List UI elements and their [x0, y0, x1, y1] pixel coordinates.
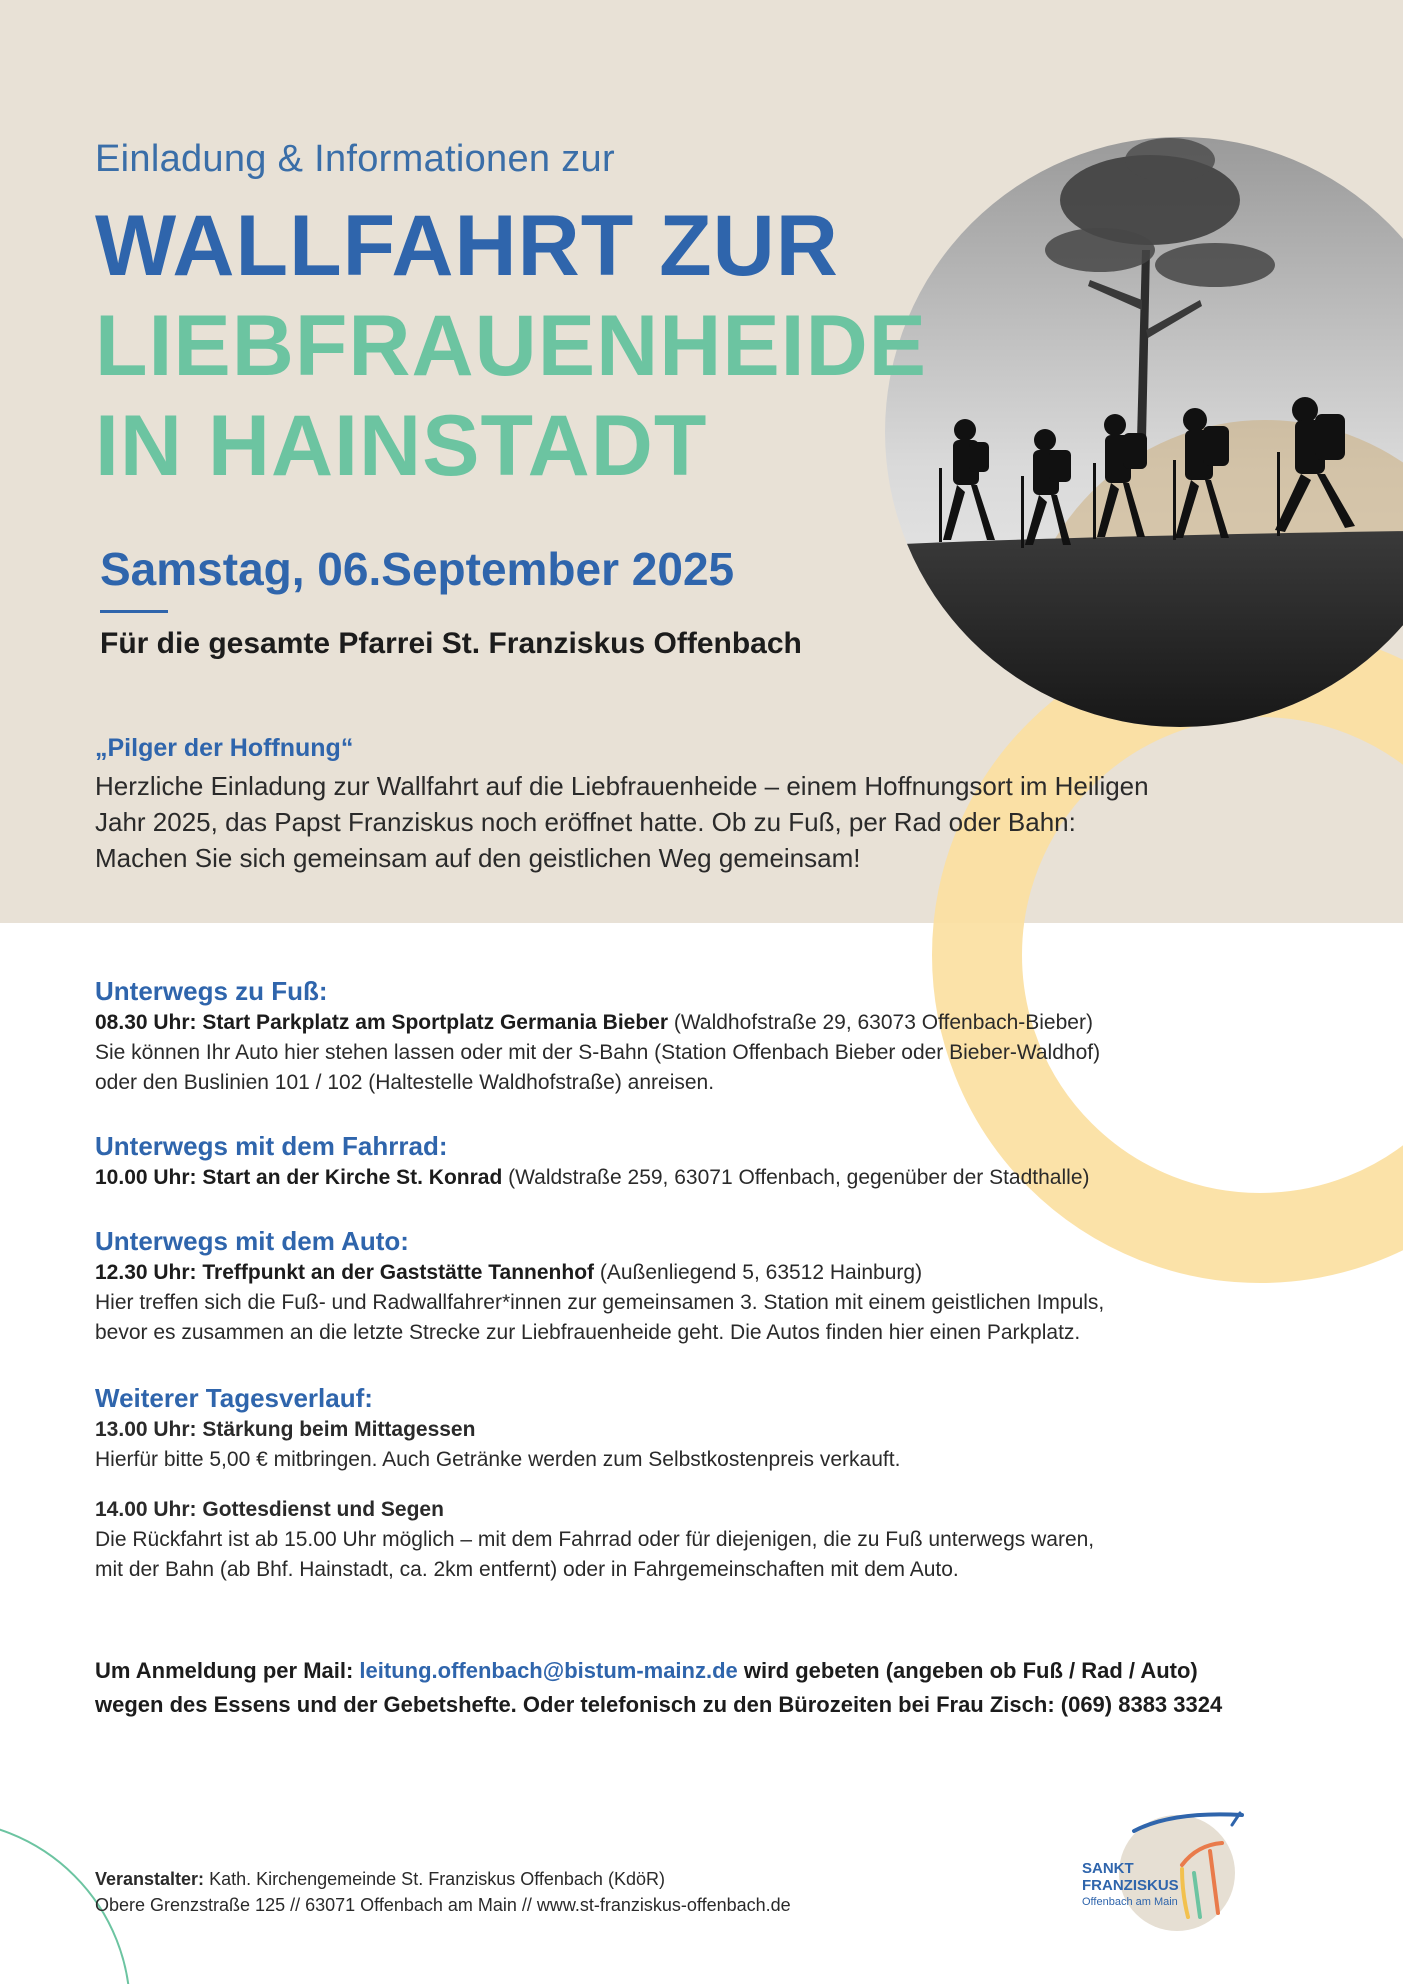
section-text: mit der Bahn (ab Bhf. Hainstadt, ca. 2km entfernt) oder in Fahrgemeinschaften mit dem Auto. [95, 1558, 959, 1581]
intro-paragraph [95, 768, 1295, 876]
schedule-time: 08.30 Uhr: Start Parkplatz am Sportplatz Germania Bieber [95, 1011, 669, 1034]
section-text: Die Rückfahrt ist ab 15.00 Uhr möglich – mit dem Fahrrad oder für diejenigen, die zu Fuß unterwegs waren, [95, 1528, 1095, 1551]
event-date: Samstag, 06.September 2025 [100, 543, 735, 595]
sankt-franziskus-logo [1082, 1805, 1257, 1935]
title-line-3: IN HAINSTADT [95, 398, 708, 494]
section-text: Sie können Ihr Auto hier stehen lassen oder mit der S-Bahn (Station Offenbach Bieber oder Bieber-Waldhof) [95, 1041, 1101, 1064]
intro-line: Herzliche Einladung zur Wallfahrt auf die Liebfrauenheide – einem Hoffnungsort im Heiligen [95, 771, 1149, 801]
footer [95, 1866, 791, 1918]
schedule-address: (Außenliegend 5, 63512 Hainburg) [594, 1261, 923, 1284]
section-heading: Weiterer Tagesverlauf: [95, 1383, 373, 1413]
title-line-2: LIEBFRAUENHEIDE [95, 298, 928, 394]
registration-line-2: wegen des Essens und der Gebetshefte. Oder telefonisch zu den Bürozeiten bei Frau Zisch: (069) 8383 3324 [95, 1692, 1223, 1717]
section-text: bevor es zusammen an die letzte Strecke zur Liebfrauenheide geht. Die Autos finden hier einen Parkplatz. [95, 1321, 1081, 1344]
audience-line: Für die gesamte Pfarrei St. Franziskus Offenbach [100, 627, 802, 660]
schedule-address: (Waldhofstraße 29, 63073 Offenbach-Bieber) [668, 1011, 1093, 1034]
registration-prefix: Um Anmeldung per Mail: [95, 1658, 360, 1683]
footer-address: Obere Grenzstraße 125 // 63071 Offenbach am Main // www.st-franziskus-offenbach.de [95, 1895, 791, 1915]
registration-email-link[interactable]: leitung.offenbach@bistum-mainz.de [359, 1658, 738, 1683]
logo-text-line: FRANZISKUS [1082, 1877, 1179, 1894]
section-heading: Unterwegs zu Fuß: [95, 976, 328, 1006]
section-bike [95, 1129, 1325, 1193]
section-heading: Unterwegs mit dem Fahrrad: [95, 1131, 448, 1161]
section-text: oder den Buslinien 101 / 102 (Haltestelle Waldhofstraße) anreisen. [95, 1071, 715, 1094]
schedule-time: 12.30 Uhr: Treffpunkt an der Gaststätte Tannenhof [95, 1261, 595, 1284]
motto-heading: „Pilger der Hoffnung“ [95, 734, 354, 762]
section-text: Hier treffen sich die Fuß- und Radwallfahrer*innen zur gemeinsamen 3. Station mit einem geistlichen Impuls, [95, 1291, 1105, 1314]
registration-note [95, 1654, 1335, 1722]
section-text: Hierfür bitte 5,00 € mitbringen. Auch Getränke werden zum Selbstkostenpreis verkauft. [95, 1448, 901, 1471]
footer-org: Kath. Kirchengemeinde St. Franziskus Offenbach (KdöR) [204, 1869, 665, 1889]
title-line-1: WALLFAHRT ZUR [95, 198, 839, 294]
section-heading: Unterwegs mit dem Auto: [95, 1226, 409, 1256]
logo-text-subline: Offenbach am Main [1082, 1896, 1178, 1908]
date-divider [100, 610, 168, 613]
intro-line: Jahr 2025, das Papst Franziskus noch eröffnet hatte. Ob zu Fuß, per Rad oder Bahn: [95, 807, 1076, 837]
section-car [95, 1224, 1325, 1348]
schedule-address: (Waldstraße 259, 63071 Offenbach, gegenüber der Stadthalle) [502, 1166, 1090, 1189]
schedule-time: 13.00 Uhr: Stärkung beim Mittagessen [95, 1418, 476, 1441]
section-foot [95, 974, 1325, 1098]
footer-label: Veranstalter: [95, 1869, 205, 1889]
intro-line: Einladung & Informationen zur [95, 138, 615, 180]
intro-line: Machen Sie sich gemeinsam auf den geistlichen Weg gemeinsam! [95, 843, 861, 873]
schedule-time: 14.00 Uhr: Gottesdienst und Segen [95, 1498, 444, 1521]
section-day [95, 1381, 1325, 1585]
logo-text-line: SANKT [1082, 1860, 1134, 1877]
schedule-time: 10.00 Uhr: Start an der Kirche St. Konrad [95, 1166, 503, 1189]
registration-suffix: wird gebeten (angeben ob Fuß / Rad / Auto) [737, 1658, 1198, 1683]
